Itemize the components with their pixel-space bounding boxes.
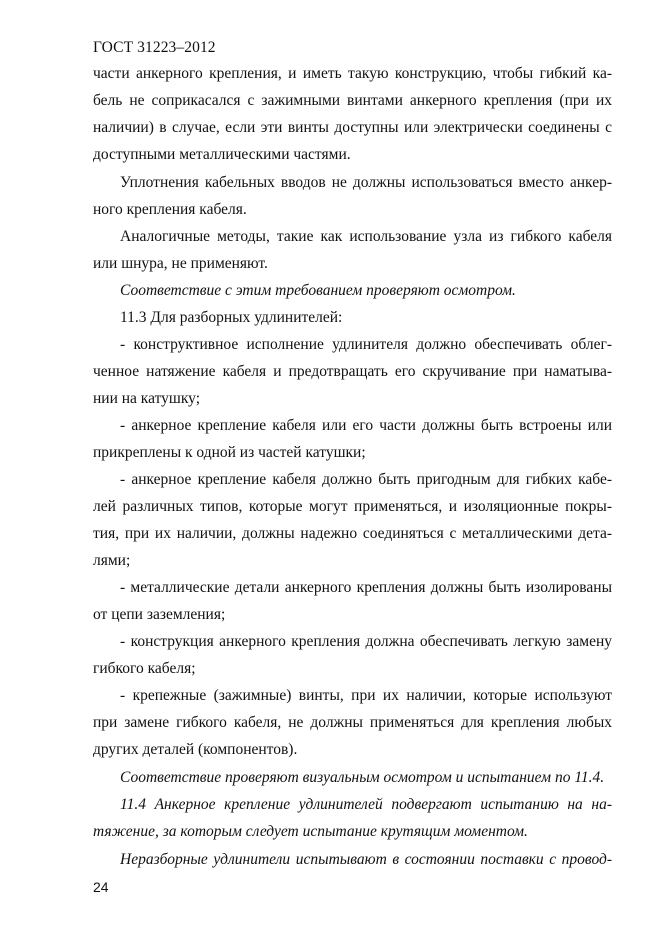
- section-heading: 11.3 Для разборных удлинителей:: [120, 309, 343, 326]
- text-line: ченное натяжение кабеля и предотвращать его скручивание при наматыва-: [93, 363, 612, 380]
- section-heading-italic: 11.4 Анкерное крепление удлинителей подвергают испытанию на на-: [120, 796, 612, 813]
- text-line: - конструкция анкерного крепления должна обеспечивать легкую замену: [120, 633, 612, 650]
- text-line: - металлические детали анкерного крепления должны быть изолированы: [120, 579, 612, 596]
- text-line: доступными металлическими частями.: [93, 146, 351, 163]
- text-line: Уплотнения кабельных вводов не должны использоваться вместо анкер-: [120, 174, 612, 191]
- text-line: гибкого кабеля;: [93, 660, 196, 677]
- compliance-note: Соответствие проверяют визуальным осмотром и испытанием по 11.4.: [120, 769, 605, 786]
- text-line: ного крепления кабеля.: [93, 201, 247, 218]
- text-line: бель не соприкасался с зажимными винтами анкерного крепления (при их: [93, 92, 612, 109]
- text-line: нии на катушку;: [93, 390, 201, 407]
- text-line: при замене гибкого кабеля, не должны применяться для крепления любых: [93, 714, 612, 731]
- text-line: лей различных типов, которые могут применяться, и изоляционные покры-: [93, 498, 612, 515]
- document-header: ГОСТ 31223–2012: [93, 39, 216, 56]
- text-line: или шнура, не применяют.: [93, 255, 268, 272]
- text-line: наличии) в случае, если эти винты доступны или электрически соединены с: [93, 119, 612, 136]
- text-line: других деталей (компонентов).: [93, 741, 298, 758]
- text-line: части анкерного крепления, и иметь такую конструкцию, чтобы гибкий ка-: [93, 65, 612, 82]
- text-line: - анкерное крепление кабеля должно быть пригодным для гибких кабе-: [120, 471, 612, 488]
- text-line: тяжение, за которым следует испытание крутящим моментом.: [93, 823, 528, 840]
- text-line: лями;: [93, 552, 131, 569]
- text-line: Аналогичные методы, такие как использование узла из гибкого кабеля: [120, 228, 612, 245]
- text-line: тия, при их наличии, должны надежно соединяться с металлическими дета-: [93, 525, 612, 542]
- text-line: Неразборные удлинители испытывают в состоянии поставки с провод-: [120, 851, 612, 868]
- text-line: - конструктивное исполнение удлинителя должно обеспечивать облег-: [120, 336, 612, 353]
- text-line: - крепежные (зажимные) винты, при их наличии, которые используют: [120, 687, 612, 704]
- text-line: от цепи заземления;: [93, 606, 226, 623]
- page-number: 24: [93, 879, 109, 895]
- text-line: прикреплены к одной из частей катушки;: [93, 444, 366, 461]
- compliance-note: Соответствие с этим требованием проверяют осмотром.: [120, 282, 516, 299]
- text-line: - анкерное крепление кабеля или его части должны быть встроены или: [120, 417, 612, 434]
